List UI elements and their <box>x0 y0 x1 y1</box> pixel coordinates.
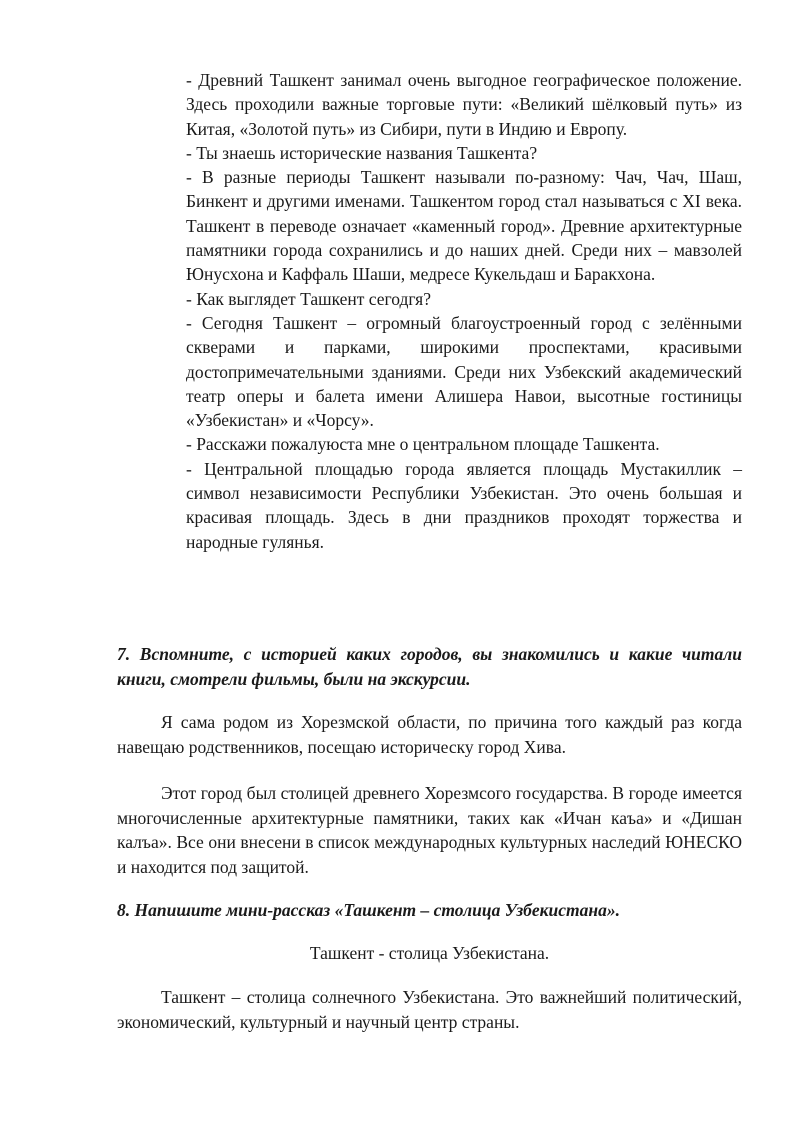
dialog-line: - Древний Ташкент занимал очень выгодное географическое положение. Здесь проходили важные торговые пути: «Великий шёлковый путь» из Китая, «Золотой путь» из Сибири, пути в Индию и Европу. <box>186 70 742 139</box>
section-8-heading: 8. Напишите мини-рассказ «Ташкент – столица Узбекистана». <box>117 900 620 920</box>
section-7-paragraph: Я сама родом из Хорезмской области, по причина того каждый раз когда навещаю родственников, посещаю историческу город Хива. <box>117 712 742 757</box>
dialog-line: - Как выглядет Ташкент сегодгя? <box>186 288 431 309</box>
dialog-line: - Центральной площадью города является площадь Мустакиллик – символ независимости Республики Узбекистан. Это очень большая и красивая площадь. Здесь в дни праздников проходят торжества и народные гулянья. <box>186 458 742 552</box>
dialog-line: - В разные периоды Ташкент называли по-разному: Чач, Чач, Шаш, Бинкент и другими именами. Ташкентом город стал называться с XI века. Ташкент в переводе означает «каменный город». Древние архитектурные памятники города сохранились и до наших дней. Среди них – мавзолей Юнусхона и Каффаль Шаши, медресе Кукельдаш и Баракхона. <box>186 167 742 285</box>
dialog-line: - Сегодня Ташкент – огромный благоустроенный город с зелёнными скверами и парками, широкими проспектами, красивыми достопримечательными зданиями. Среди них Узбекский академический театр оперы и балета имени Алишера Навои, высотные гостиницы «Узбекистан» и «Чорсу». <box>186 312 742 431</box>
dialog-block <box>186 68 742 554</box>
section-7-paragraph: Этот город был столицей древнего Хорезмсого государства. В городе имеется многочисленные архитектурные памятники, таких как «Ичан каъа» и «Дишан калъа». Все они внесени в список международных культурных наследий ЮНЕСКО и находится под защитой. <box>117 783 742 877</box>
dialog-line: - Расскажи пожалуюста мне о центральном площаде Ташкента. <box>186 434 660 455</box>
story-title: Ташкент - столица Узбекистана. <box>309 943 550 963</box>
section-7-heading: 7. Вспомните, с историей каких городов, вы знакомились и какие читали книги, смотрели фильмы, были на экскурсии. <box>117 644 742 689</box>
section-8-paragraph: Ташкент – столица солнечного Узбекистана. Это важнейший политический, экономический, культурный и научный центр страны. <box>117 987 742 1032</box>
dialog-line: - Ты знаешь исторические названия Ташкента? <box>186 142 538 163</box>
